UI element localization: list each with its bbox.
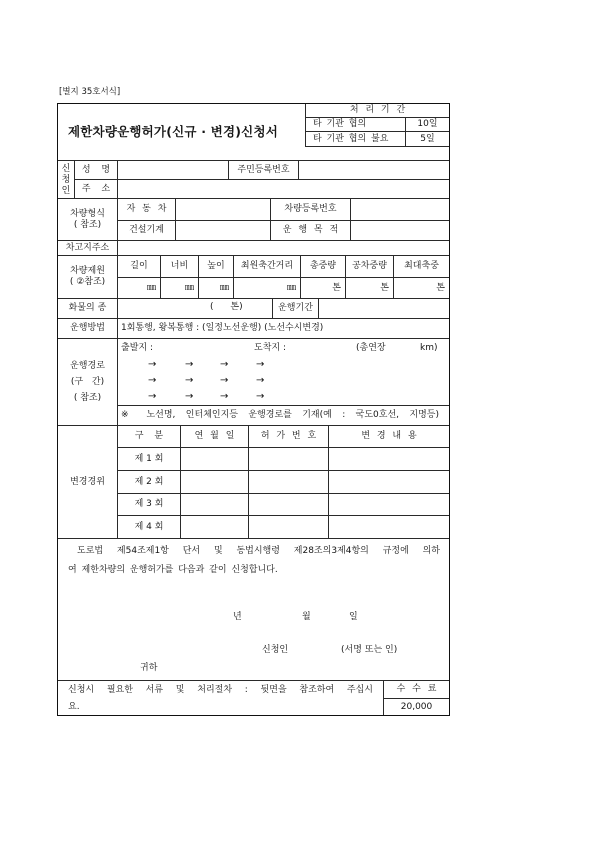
route-arrow: →	[185, 375, 194, 386]
declaration-line-2: 여 제한차량의 운행허가를 다음과 같이 신청합니다.	[68, 565, 278, 575]
total-length-unit: km)	[420, 343, 438, 353]
date-day-label: 일	[349, 612, 358, 622]
declaration-line-1: 도로법 제54조제1항 단서 및 동법시행령 제28조의3제4항의 규정에 의하	[77, 546, 440, 556]
route-arrow: →	[220, 375, 229, 386]
history-cell	[328, 493, 450, 516]
spec-column-name: 공차중량	[352, 261, 387, 271]
cargo-label: 화물의 종	[68, 303, 107, 313]
cargo-label-cell	[57, 298, 118, 319]
name-field	[117, 160, 229, 180]
cargo-tons: ( 톤)	[210, 302, 243, 312]
fee-value-cell	[383, 698, 450, 716]
registration-label-cell	[270, 198, 351, 221]
spec-header-height	[198, 255, 234, 278]
processing-row-label: 타 기관 협의 불요	[313, 133, 389, 144]
spec-value-length	[117, 277, 161, 299]
method-label: 운행방법	[70, 323, 105, 333]
route-arrow: →	[220, 391, 229, 402]
vehicle-type-label: 차량형식	[70, 208, 105, 219]
specs-label-cell	[57, 255, 118, 299]
registration-field	[350, 198, 450, 221]
history-header-date	[180, 425, 249, 448]
history-row-label: 제 4 회	[134, 521, 164, 532]
spec-column-name: 최대축중	[404, 261, 439, 271]
fee-label: 수 수 료	[396, 684, 437, 694]
history-cell	[248, 470, 329, 494]
footer-note-line-1: 신청시 필요한 서류 및 처리절차 : 뒷면을 참조하여 주십시	[68, 685, 373, 695]
vehicle-car-field	[175, 198, 271, 221]
history-label: 변경경위	[70, 476, 105, 487]
purpose-label-cell	[270, 220, 351, 241]
garage-label-cell	[57, 240, 118, 256]
history-row-label: 제 2 회	[134, 476, 164, 487]
spec-column-name: 총중량	[309, 261, 337, 271]
address-label: 주 소	[81, 183, 111, 194]
processing-row-consult-value	[405, 117, 450, 132]
spec-value-wheelbase	[233, 277, 301, 299]
processing-days: 5일	[420, 133, 435, 144]
fee-value: 20,000	[400, 701, 433, 712]
applicant-section-label	[57, 160, 75, 199]
spec-unit: ㎜	[219, 282, 229, 293]
destination-label: 도착지 :	[254, 343, 286, 353]
processing-row-label: 타 기관 협의	[313, 119, 367, 129]
rrn-label-cell	[228, 160, 299, 180]
period-field	[318, 298, 450, 319]
route-arrow: →	[148, 375, 157, 386]
history-row-label: 제 1 회	[134, 453, 164, 464]
route-arrow: →	[148, 359, 157, 370]
history-cell	[328, 470, 450, 494]
history-cell	[328, 515, 450, 539]
fee-label-cell	[383, 680, 450, 699]
rrn-label: 주민등록번호	[237, 164, 290, 175]
history-row-label: 제 3 회	[134, 499, 164, 509]
history-label-cell	[57, 425, 118, 539]
route-label-cell	[57, 338, 118, 426]
processing-row-no-consult	[305, 131, 406, 147]
history-cell	[180, 470, 249, 494]
applicant-label-char: 신	[61, 164, 71, 174]
garage-field	[117, 240, 450, 256]
spec-column-name: 최원축간거리	[240, 261, 294, 271]
signer-label: 신청인	[262, 645, 289, 655]
spec-header-length	[117, 255, 161, 278]
history-header: 연 월 일	[194, 431, 235, 441]
history-row-4	[117, 515, 181, 539]
purpose-field	[350, 220, 450, 241]
origin-label: 출발지 :	[121, 343, 153, 353]
history-cell	[328, 447, 450, 471]
spec-header-width	[160, 255, 199, 278]
spec-value-width	[160, 277, 199, 299]
spec-column-name: 길이	[130, 261, 148, 271]
route-arrow: →	[256, 391, 265, 402]
spec-column-name: 너비	[170, 261, 189, 271]
route-label-ref: ( 참조)	[73, 393, 102, 403]
history-row-1	[117, 447, 181, 471]
spec-value-height	[198, 277, 234, 299]
address-field	[117, 179, 450, 199]
specs-label: 차량제원	[70, 266, 105, 276]
route-note: ※ 노선명, 인터체인지등 운행경로를 기재(예 : 국도0호선, 지명등)	[121, 410, 439, 420]
signature-label: (서명 또는 인)	[341, 645, 398, 655]
history-cell	[180, 493, 249, 516]
spec-header-gross-weight	[300, 255, 346, 278]
rrn-field	[298, 160, 450, 180]
route-arrow: →	[256, 375, 265, 386]
vehicle-type-label-cell	[57, 198, 118, 241]
history-header: 구 분	[134, 431, 164, 441]
history-header: 변 경 내 용	[361, 431, 417, 441]
specs-ref: ( ②참조)	[69, 277, 106, 287]
route-arrow: →	[148, 391, 157, 402]
route-label: 운행경로	[70, 361, 105, 371]
spec-value-gross-weight	[300, 277, 346, 299]
spec-unit: ㎜	[286, 282, 296, 293]
spec-unit: 톤	[436, 282, 445, 293]
history-row-3	[117, 493, 181, 516]
vehicle-type-ref: ( 참조)	[73, 219, 102, 230]
address-label-cell	[74, 179, 118, 199]
recipient-label: 귀하	[140, 663, 158, 673]
processing-period-header	[305, 103, 450, 118]
route-arrow: →	[185, 391, 194, 402]
history-cell	[248, 515, 329, 539]
history-row-2	[117, 470, 181, 494]
spec-value-max-axle	[393, 277, 450, 299]
registration-label: 차량등록번호	[284, 204, 337, 214]
processing-period-label: 처 리 기 간	[349, 105, 406, 115]
spec-unit: 톤	[332, 282, 341, 293]
declaration-cell	[57, 538, 450, 681]
date-month-label: 월	[302, 612, 311, 622]
vehicle-kind-car-cell	[117, 198, 176, 221]
method-label-cell	[57, 318, 118, 339]
spec-unit: ㎜	[146, 282, 156, 293]
spec-unit: ㎜	[184, 282, 194, 293]
name-label-cell	[74, 160, 118, 180]
processing-days: 10일	[417, 119, 438, 129]
history-cell	[248, 493, 329, 516]
period-label: 운행기간	[278, 303, 313, 313]
history-header-division	[117, 425, 181, 448]
history-cell	[180, 447, 249, 471]
date-year-label: 년	[233, 612, 242, 622]
route-label-section: (구 간)	[70, 377, 105, 387]
vehicle-kind-car: 자 동 차	[126, 204, 167, 214]
period-label-cell	[272, 298, 319, 319]
form-title: 제한차량운행허가(신규 · 변경)신청서	[68, 124, 279, 139]
history-cell	[248, 447, 329, 471]
spec-header-empty-weight	[345, 255, 394, 278]
form-number: [별지 35호서식]	[59, 87, 121, 97]
vehicle-machine-field	[175, 220, 271, 241]
history-header-permit-no	[248, 425, 329, 448]
total-length-label: (총연장	[356, 343, 386, 353]
footer-note-line-2: 요.	[68, 702, 80, 712]
spec-column-name: 높이	[207, 261, 225, 271]
route-arrow: →	[185, 359, 194, 370]
history-header-changes	[328, 425, 450, 448]
spec-unit: 톤	[380, 282, 389, 293]
cargo-field	[117, 298, 273, 319]
processing-row-no-consult-value	[405, 131, 450, 147]
route-arrow: →	[220, 359, 229, 370]
spec-header-max-axle	[393, 255, 450, 278]
processing-row-consult	[305, 117, 406, 132]
applicant-label-char: 인	[61, 186, 71, 196]
route-arrow: →	[256, 359, 265, 370]
method-value: 1회통행, 왕복통행 : (일정노선운행) (노선수시변경)	[121, 323, 324, 333]
vehicle-kind-machine: 건설기계	[129, 225, 164, 235]
spec-header-wheelbase	[233, 255, 301, 278]
purpose-label: 운 행 목 적	[282, 225, 339, 235]
spec-value-empty-weight	[345, 277, 394, 299]
name-label: 성 명	[81, 164, 111, 175]
applicant-label-char: 청	[61, 175, 71, 185]
history-cell	[180, 515, 249, 539]
garage-label: 차고지주소	[65, 242, 110, 253]
vehicle-kind-machine-cell	[117, 220, 176, 241]
history-header: 허 가 번 호	[260, 431, 317, 441]
